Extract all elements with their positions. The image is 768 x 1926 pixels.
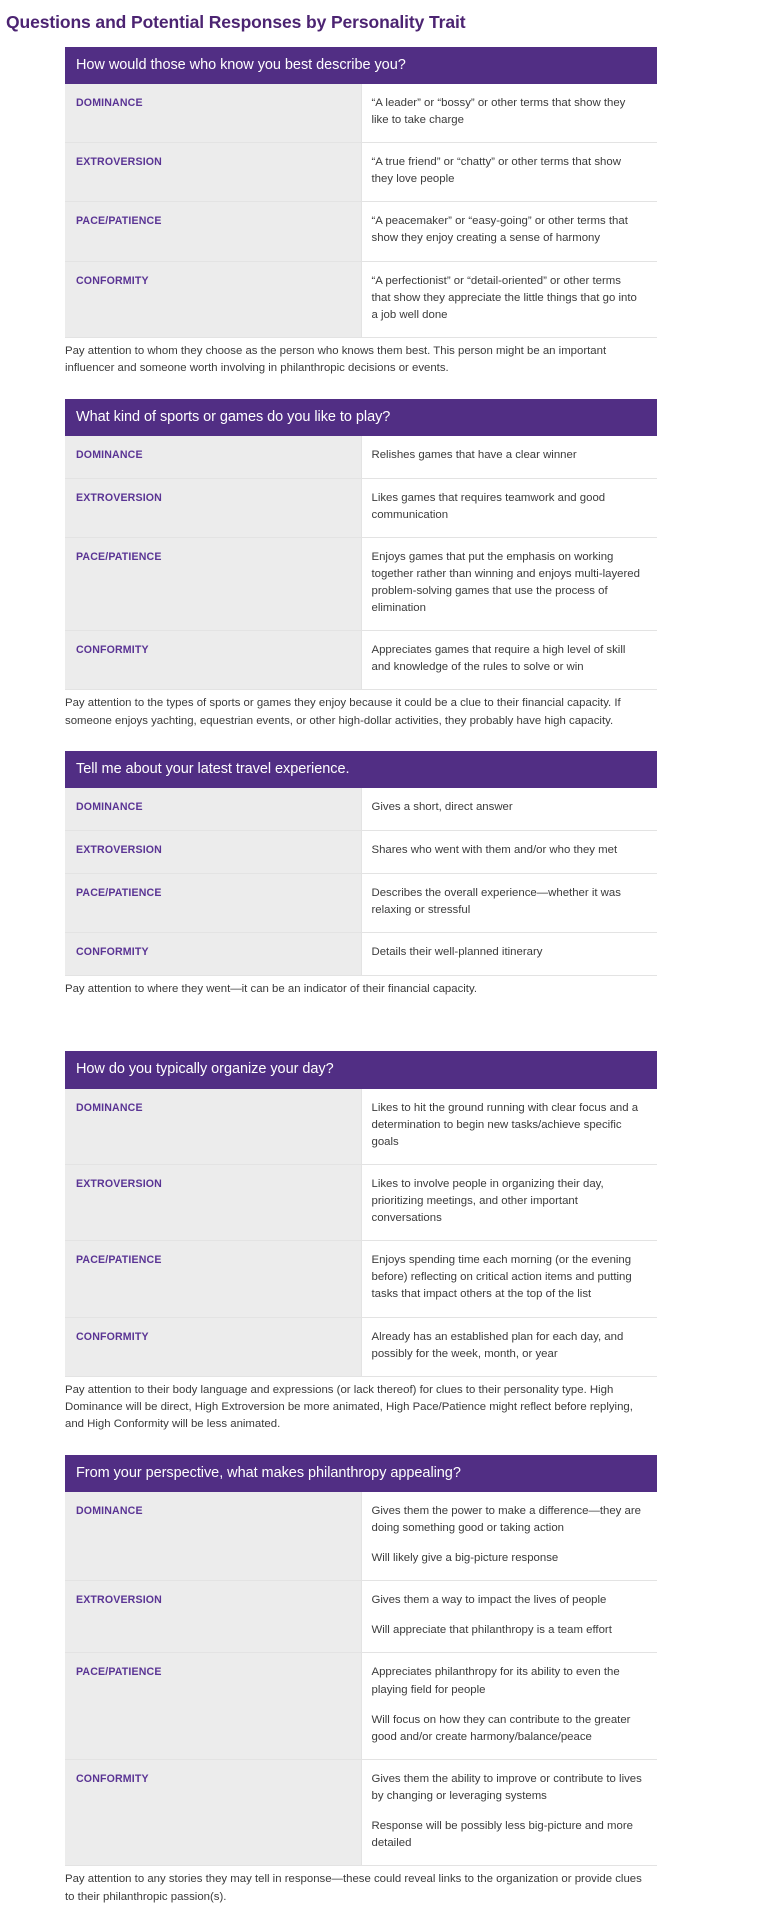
trait-label: CONFORMITY [65, 261, 361, 337]
question-table [65, 46, 657, 338]
trait-label: EXTROVERSION [65, 143, 361, 202]
response-cell [361, 788, 657, 830]
trait-label: DOMINANCE [65, 1089, 361, 1165]
question-header-row [65, 46, 657, 84]
response-text: Appreciates philanthropy for its ability to even the playing field for people [371, 1666, 620, 1696]
table-row [65, 631, 657, 690]
response-text: Shares who went with them and/or who they met [371, 844, 618, 857]
question-header-row [65, 1454, 657, 1492]
response-cell [361, 1089, 657, 1165]
response-text: Describes the overall experience—whether it was relaxing or stressful [371, 886, 621, 917]
block-spacer [0, 1906, 768, 1926]
response-text: Details their well-planned itinerary [371, 946, 543, 959]
trait-label: DOMINANCE [65, 1492, 361, 1581]
table-row [65, 1317, 657, 1376]
response-cell [361, 1759, 657, 1865]
pay-attention-note: Pay attention to where they went—it can be an indicator of their financial capacity. [65, 983, 477, 996]
response-text: Response will be possibly less big-picture and more detailed [371, 1820, 633, 1850]
response-text: Relishes games that have a clear winner [371, 448, 577, 461]
response-text: Enjoys spending time each morning (or the evening before) reflecting on critical action items and putting tasks that impact others at the top of the list [371, 1254, 632, 1301]
table-row [65, 873, 657, 932]
trait-label: EXTROVERSION [65, 831, 361, 874]
response-cell [361, 831, 657, 874]
response-text: “A perfectionist” or “detail-oriented” or other terms that show they appreciate the little things that go into a job well done [371, 274, 637, 321]
block-spacer [0, 730, 768, 750]
response-text: “A peacemaker” or “easy-going” or other terms that show they enjoy creating a sense of harmony [371, 215, 628, 245]
table-row [65, 1759, 657, 1865]
question-block [65, 398, 657, 731]
trait-label: CONFORMITY [65, 1317, 361, 1376]
table-row [65, 933, 657, 976]
trait-label: EXTROVERSION [65, 1581, 361, 1653]
response-text: Likes games that requires teamwork and good communication [371, 491, 606, 521]
table-row [65, 831, 657, 874]
response-text: Likes to hit the ground running with clear focus and a determination to begin new tasks/achieve specific goals [371, 1101, 639, 1148]
table-row [65, 537, 657, 630]
table-row [65, 1089, 657, 1165]
response-cell [361, 1492, 657, 1581]
response-text: Gives a short, direct answer [371, 801, 513, 814]
trait-label: DOMINANCE [65, 436, 361, 478]
question-header-title: How do you typically organize your day? [65, 1051, 657, 1089]
page-title: Questions and Potential Responses by Personality Trait [6, 12, 466, 32]
trait-label: CONFORMITY [65, 1759, 361, 1865]
trait-label: PACE/PATIENCE [65, 1241, 361, 1317]
table-row [65, 478, 657, 537]
response-text: “A leader” or “bossy” or other terms that show they like to take charge [371, 96, 626, 126]
table-row [65, 436, 657, 478]
trait-label: PACE/PATIENCE [65, 202, 361, 261]
question-table [65, 1454, 657, 1867]
response-cell [361, 1581, 657, 1653]
trait-label: PACE/PATIENCE [65, 873, 361, 932]
table-row [65, 143, 657, 202]
table-row [65, 1653, 657, 1759]
trait-label: PACE/PATIENCE [65, 537, 361, 630]
response-cell [361, 873, 657, 932]
block-spacer [0, 998, 768, 1050]
trait-label: CONFORMITY [65, 933, 361, 976]
response-cell [361, 202, 657, 261]
table-row [65, 261, 657, 337]
trait-label: DOMINANCE [65, 788, 361, 830]
response-cell [361, 1653, 657, 1759]
question-blocks-container [0, 46, 768, 1926]
question-header-row [65, 398, 657, 436]
trait-label: DOMINANCE [65, 84, 361, 143]
response-cell [361, 1164, 657, 1240]
question-table [65, 398, 657, 691]
trait-label: PACE/PATIENCE [65, 1653, 361, 1759]
pay-attention-note: Pay attention to the types of sports or games they enjoy because it could be a clue to their financial capacity. If someone enjoys yachting, equestrian events, or other high-dollar activities, they probably have high capacity. [65, 697, 621, 727]
response-text: Gives them the power to make a difference—they are doing something good or taking action [371, 1504, 642, 1534]
response-cell [361, 478, 657, 537]
pay-attention-note: Pay attention to any stories they may tell in response—these could reveal links to the organization or provide clues to their philanthropic passion(s). [65, 1873, 642, 1903]
response-cell [361, 84, 657, 143]
response-cell [361, 537, 657, 630]
response-text: Likes to involve people in organizing their day, prioritizing meetings, and other important conversations [371, 1177, 604, 1225]
response-cell [361, 1241, 657, 1317]
trait-label: CONFORMITY [65, 631, 361, 690]
response-cell [361, 1317, 657, 1376]
response-text: Will focus on how they can contribute to the greater good and/or create harmony/balance/peace [371, 1713, 631, 1743]
table-row [65, 202, 657, 261]
response-text: Already has an established plan for each day, and possibly for the week, month, or year [371, 1330, 624, 1360]
response-cell [361, 933, 657, 976]
question-block [65, 1050, 657, 1433]
table-row [65, 1492, 657, 1581]
response-text: Will likely give a big-picture response [371, 1552, 559, 1565]
block-spacer [0, 1434, 768, 1454]
table-row [65, 84, 657, 143]
response-cell [361, 261, 657, 337]
response-cell [361, 143, 657, 202]
question-header-title: What kind of sports or games do you like to play? [65, 398, 657, 436]
question-block [65, 750, 657, 998]
table-row [65, 788, 657, 830]
question-block [65, 46, 657, 378]
question-header-row [65, 751, 657, 789]
question-table [65, 750, 657, 976]
trait-label: EXTROVERSION [65, 1164, 361, 1240]
pay-attention-note: Pay attention to their body language and expressions (or lack thereof) for clues to their personality type. High Dominance will be direct, High Extroversion be more animated, High Pace/Patience might reflect before replying, and High Conformity will be less animated. [65, 1383, 633, 1431]
response-text: “A true friend” or “chatty” or other terms that show they love people [371, 156, 621, 186]
block-spacer [0, 378, 768, 398]
question-header-title: From your perspective, what makes philanthropy appealing? [65, 1454, 657, 1492]
response-cell [361, 631, 657, 690]
response-text: Enjoys games that put the emphasis on working together rather than winning and enjoys multi-layered problem-solving games that use the process of elimination [371, 550, 640, 615]
response-cell [361, 436, 657, 478]
question-header-row [65, 1051, 657, 1089]
question-table [65, 1050, 657, 1376]
trait-label: EXTROVERSION [65, 478, 361, 537]
question-header-title: Tell me about your latest travel experience. [65, 751, 657, 789]
table-row [65, 1581, 657, 1653]
table-row [65, 1241, 657, 1317]
response-text: Gives them a way to impact the lives of people [371, 1594, 607, 1607]
response-text: Appreciates games that require a high level of skill and knowledge of the rules to solve or win [371, 644, 626, 674]
response-text: Will appreciate that philanthropy is a team effort [371, 1624, 612, 1637]
question-header-title: How would those who know you best describe you? [65, 46, 657, 84]
question-block [65, 1454, 657, 1906]
pay-attention-note: Pay attention to whom they choose as the person who knows them best. This person might be an important influencer and someone worth involving in philanthropic decisions or events. [65, 344, 607, 375]
response-text: Gives them the ability to improve or contribute to lives by changing or leveraging systems [371, 1772, 642, 1802]
table-row [65, 1164, 657, 1240]
